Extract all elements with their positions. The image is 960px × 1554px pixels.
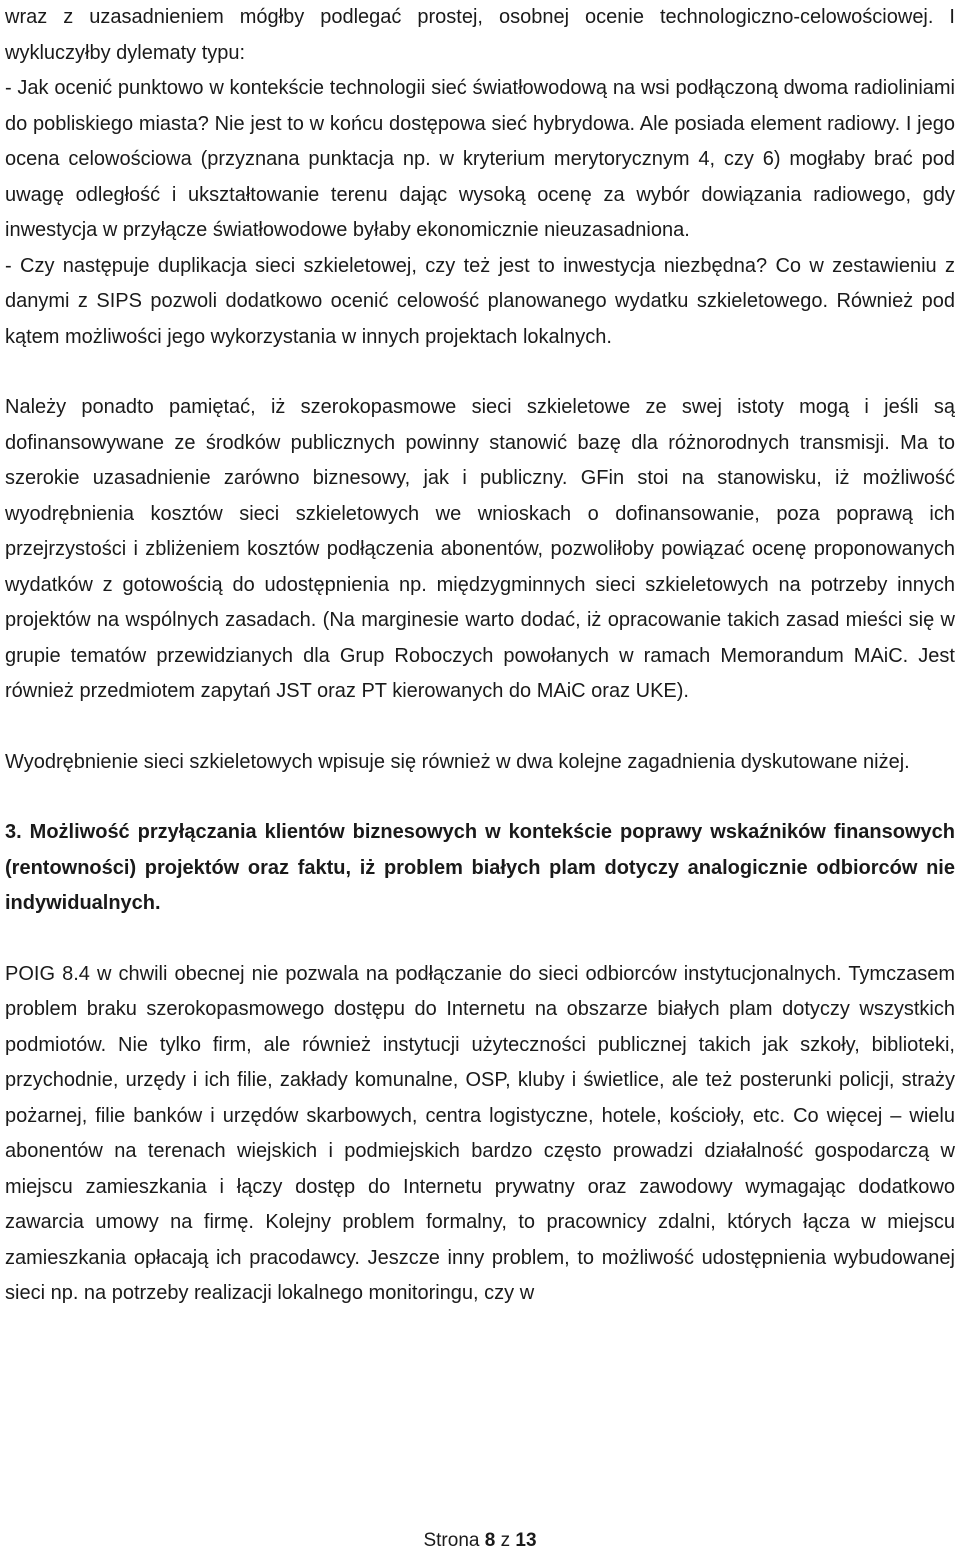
paragraph-dilemma-hybrid-network: - Jak ocenić punktowo w kontekście technologii sieć światłowodową na wsi podłączoną dwoma radioliniami do pobliskiego miasta? Nie jest to w końcu dostępowa sieć hybrydowa. Ale posiada element radiowy. I jego ocena celowościowa (przyznana punktacja np. w kryterium merytorycznym 4, czy 6) mogłaby brać pod uwagę odległość i ukształtowanie terenu dając wysoką ocenę za wybór dowiązania radiowego, gdy inwestycja w przyłącze światłowodowe byłaby ekonomicznie nieuzasadniona.	[5, 77, 955, 241]
document-page	[5, 0, 955, 1312]
paragraph-spacer	[5, 355, 955, 390]
paragraph-dilemma-backbone-duplication: - Czy następuje duplikacja sieci szkieletowej, czy też jest to inwestycja niezbędna? Co w zestawieniu z danymi z SIPS pozwoli dodatkowo ocenić celowość planowanego wydatku szkieletowego. Również pod kątem możliwości jego wykorzystania w innych projektach lokalnych.	[5, 254, 955, 348]
paragraph-poig-institutional: POIG 8.4 w chwili obecnej nie pozwala na podłączanie do sieci odbiorców instytucjonalnych. Tymczasem problem braku szerokopasmowego dostępu do Internetu na obszarze białych plam dotyczy wszystkich podmiotów. Nie tylko firm, ale również instytucji użyteczności publicznej takich jak szkoły, biblioteki, przychodnie, urzędy i ich filie, zakłady komunalne, OSP, kluby i świetlice, ale też posterunki policji, straży pożarnej, filie banków i urzędów skarbowych, centra logistyczne, hotele, kościoły, etc. Co więcej – wielu abonentów na terenach wiejskich i podmiejskich bardzo często prowadzi działalność gospodarczą w miejscu zamieszkania i łączy dostęp do Internetu prywatny oraz zawodowy wymagając dodatkowo zawarcia umowy na firmę. Kolejny problem formalny, to pracownicy zdalni, których łącza w miejscu zamieszkania opłacają ich pracodawcy. Jeszcze inny problem, to możliwość udostępnienia wybudowanej sieci np. na potrzeby realizacji lokalnego monitoringu, czy w	[5, 962, 955, 1304]
paragraph-backbone-separation: Wyodrębnienie sieci szkieletowych wpisuje się również w dwa kolejne zagadnienia dyskutowane niżej.	[5, 750, 910, 773]
section-heading-3: 3. Możliwość przyłączania klientów biznesowych w kontekście poprawy wskaźników finansowych (rentowności) projektów oraz faktu, iż problem białych plam dotyczy analogicznie odbiorców nie indywidualnych.	[5, 821, 955, 914]
footer-current-page: 8	[484, 1530, 496, 1551]
footer-total-pages: 13	[515, 1530, 537, 1551]
paragraph-spacer	[5, 710, 955, 745]
footer-page-label: Strona	[423, 1530, 480, 1551]
paragraph-spacer	[5, 780, 955, 815]
footer-separator: z	[500, 1530, 511, 1551]
paragraph-backbone-networks: Należy ponadto pamiętać, iż szerokopasmowe sieci szkieletowe ze swej istoty mogą i jeśli są dofinansowywane ze środków publicznych powinny stanowić bazę dla różnorodnych transmisji. Ma to szerokie uzasadnienie zarówno biznesowy, jak i publiczny. GFin stoi na stanowisku, iż możliwość wyodrębnienia kosztów sieci szkieletowych we wnioskach o dofinansowanie, poza poprawą ich przejrzystości i zbliżeniem kosztów podłączenia abonentów, pozwoliłoby powiązać ocenę proponowanych wydatków z gotowością do udostępnienia np. międzygminnych sieci szkieletowych na potrzeby innych projektów na wspólnych zasadach. (Na marginesie warto dodać, iż opracowanie takich zasad mieści się w grupie tematów przewidzianych dla Grup Roboczych powołanych w ramach Memorandum MAiC. Jest również przedmiotem zapytań JST oraz PT kierowanych do MAiC oraz UKE).	[5, 396, 955, 702]
paragraph-spacer	[5, 922, 955, 957]
page-footer	[0, 1528, 960, 1554]
paragraph-intro-continuation: wraz z uzasadnieniem mógłby podlegać prostej, osobnej ocenie technologiczno-celowościowej. I wykluczyłby dylematy typu:	[5, 6, 955, 64]
